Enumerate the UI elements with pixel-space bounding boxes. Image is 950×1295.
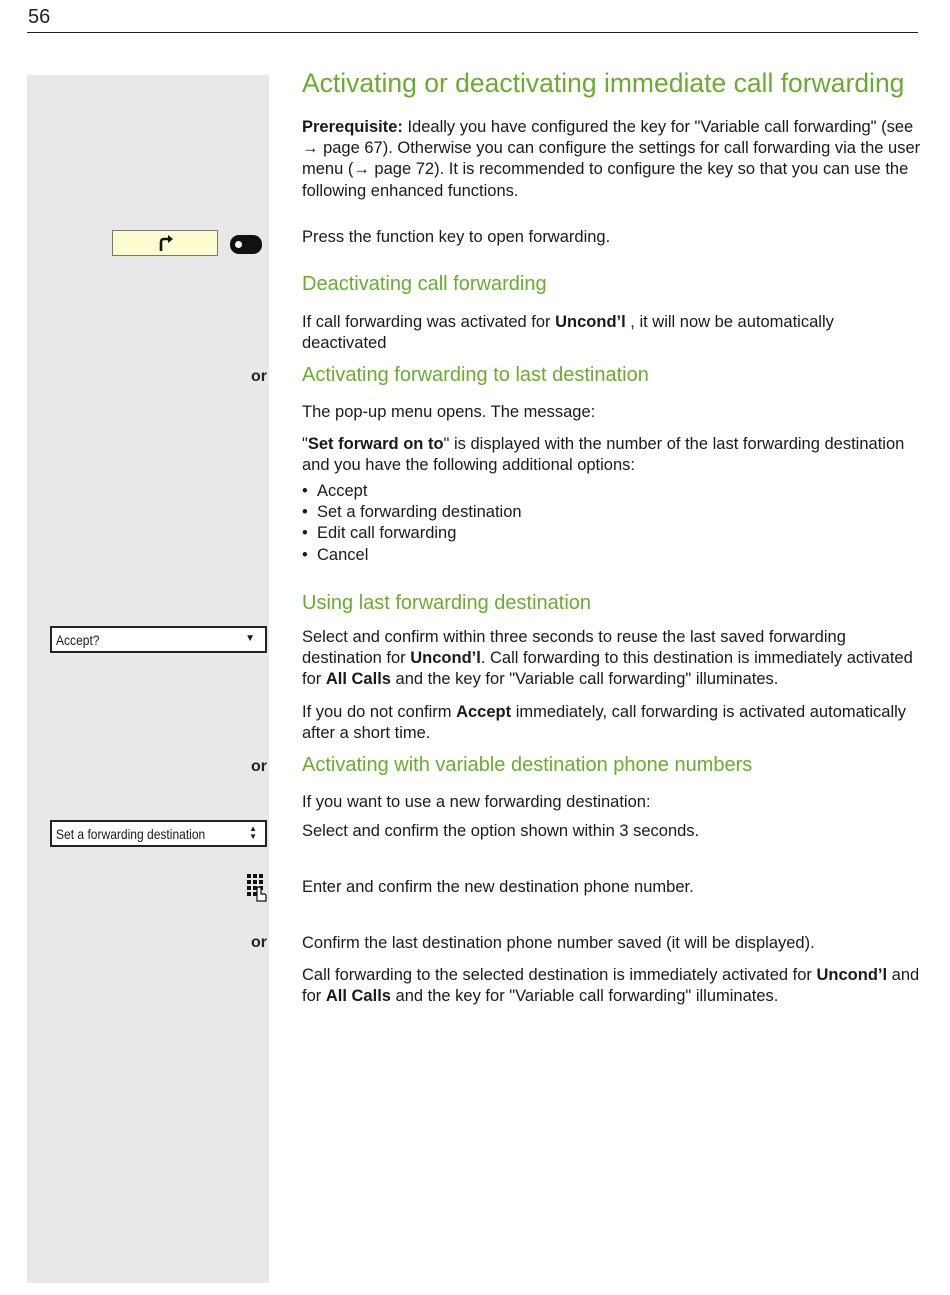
message-bold: Set forward on to (307, 435, 444, 453)
popup-text: The pop-up menu opens. The message: (302, 403, 596, 421)
forward-function-key[interactable] (112, 230, 218, 256)
dropdown-arrow-icon: ▼ (245, 633, 255, 644)
using-last-b2: All Calls (325, 670, 391, 689)
page-title: Activating or deactivating immediate call forwarding (302, 68, 905, 98)
auto-t4: If you do not confirm (302, 703, 457, 721)
auto-b3: Accept (456, 703, 512, 721)
using-last-b1: Uncond’l (410, 649, 481, 668)
up-down-arrow-icon: ▲ ▼ (249, 824, 257, 841)
set-destination-menu-option[interactable] (50, 820, 267, 847)
options-list (302, 481, 522, 566)
set-destination-menu-label: Set a forwarding destination (56, 826, 206, 842)
list-item: • Set a forwarding destination (302, 502, 522, 523)
message-paragraph (302, 434, 922, 476)
header-rule (27, 32, 918, 33)
forward-arrow-icon (157, 233, 175, 253)
deactivating-bold: Uncond’l (555, 313, 626, 331)
select-option-text: Select and confirm the option shown within 3 seconds. (302, 822, 700, 840)
using-last-t2: . Call forwarding to this destination is immediately activated for (302, 649, 913, 689)
prerequisite-text: Ideally you have configured the key for "Variable call forwarding" (see → page 67). Otherwise you can configure the settings for call forwarding via the user menu (→ page 72). It is recommended to configure the key so that you can use the following enhanced functions. (302, 118, 921, 200)
key-led (235, 241, 242, 248)
final-t1: Call forwarding to the selected destination is immediately activated for (302, 966, 817, 984)
press-key-text: Press the function key to open forwarding. (302, 228, 611, 246)
list-item: • Accept (302, 481, 522, 502)
final-b2: All Calls (325, 987, 391, 1006)
or-label: or (251, 758, 267, 775)
deactivating-text-2: , it will now be automatically deactivated (302, 313, 834, 353)
keypad-icon (247, 873, 269, 903)
message-rest: " is displayed with the number of the last forwarding destination and you have the following additional options: (302, 435, 905, 475)
prerequisite-paragraph (302, 117, 922, 202)
using-last-t1: Select and confirm within three seconds to reuse the last saved forwarding destination for (302, 628, 846, 668)
final-activation-text (302, 965, 922, 1007)
or-label: or (251, 368, 267, 385)
deactivating-heading: Deactivating call forwarding (302, 273, 547, 295)
deactivating-text-1: If call forwarding was activated for (302, 313, 556, 331)
sidebar-column (27, 75, 269, 1283)
deactivating-text (302, 312, 922, 354)
prerequisite-label: Prerequisite: (302, 118, 403, 136)
using-last-heading: Using last forwarding destination (302, 592, 592, 614)
final-t3: and the key for "Variable call forwarding" illuminates. (390, 987, 779, 1006)
or-label: or (251, 934, 267, 951)
page-number: 56 (28, 6, 51, 28)
enter-number-text: Enter and confirm the new destination phone number. (302, 878, 694, 896)
confirm-last-text: Confirm the last destination phone number saved (it will be displayed). (302, 934, 815, 952)
variable-intro: If you want to use a new forwarding destination: (302, 793, 651, 811)
variable-heading: Activating with variable destination phone numbers (302, 754, 753, 776)
auto-t5: immediately, call forwarding is activated automatically after a short time. (302, 703, 907, 743)
final-t2: and for (302, 966, 920, 1006)
message-open-quote: " (302, 435, 308, 453)
final-b1: Uncond’l (816, 966, 888, 984)
using-last-t3: and the key for "Variable call forwarding" illuminates. (390, 670, 779, 689)
last-destination-heading: Activating forwarding to last destination (302, 364, 649, 386)
accept-menu-label: Accept? (56, 632, 100, 648)
auto-activation-text (302, 702, 922, 744)
function-key-icon (230, 235, 262, 254)
accept-menu-option[interactable] (50, 626, 267, 653)
list-item: • Cancel (302, 545, 522, 566)
using-last-text (302, 627, 922, 691)
list-item: • Edit call forwarding (302, 523, 522, 544)
